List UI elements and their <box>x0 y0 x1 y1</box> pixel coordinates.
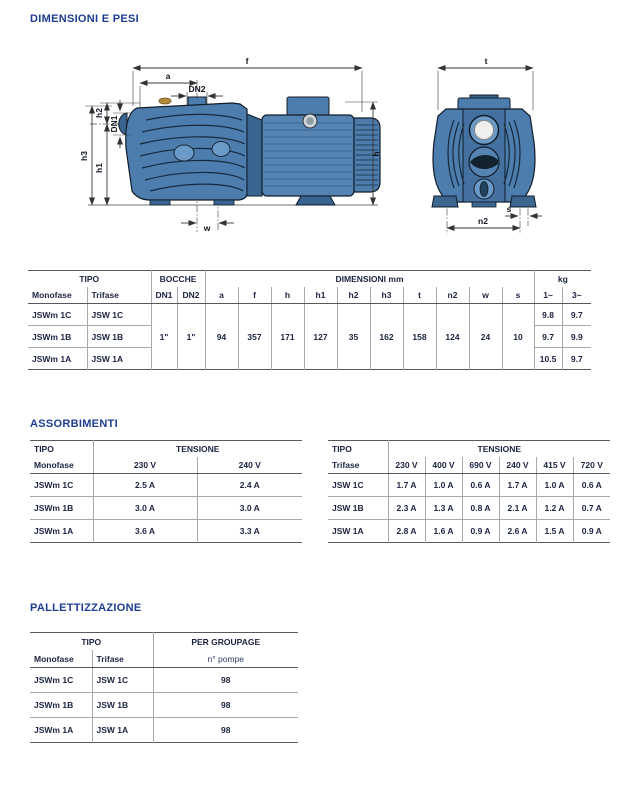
group-header-bocche: BOCCHE <box>151 271 205 288</box>
col-header-voltage: 240 V <box>499 457 536 474</box>
cell-current: 3.0 A <box>197 497 302 520</box>
absorption-table-trifase <box>328 440 610 543</box>
table-row <box>30 520 302 543</box>
dim-label-dn1: DN1 <box>109 115 119 133</box>
col-header-voltage: 720 V <box>573 457 610 474</box>
table-row <box>328 520 610 543</box>
col-header-trifase: Trifase <box>87 287 151 304</box>
cell-h3: 162 <box>370 304 403 370</box>
cell-current: 3.3 A <box>197 520 302 543</box>
table-row <box>30 693 298 718</box>
cell-monofase: JSWm 1C <box>30 668 92 693</box>
bottom-stub <box>472 202 496 207</box>
cell-trifase: JSW 1A <box>92 718 153 743</box>
table-row <box>30 497 302 520</box>
cell-trifase: JSW 1C <box>87 304 151 326</box>
dim-label-w: w <box>203 223 211 233</box>
cell-current: 0.6 A <box>462 474 499 497</box>
group-header-tensione: TENSIONE <box>388 441 610 458</box>
section-title-pallettizzazione: PALLETTIZZAZIONE <box>30 602 142 614</box>
dim-label-s: s <box>506 204 512 214</box>
cell-h2: 35 <box>337 304 370 370</box>
cell-t: 158 <box>403 304 436 370</box>
cell-current: 1.0 A <box>536 474 573 497</box>
absorption-table-monofase <box>30 440 302 543</box>
cell-trifase: JSW 1B <box>92 693 153 718</box>
table-row <box>328 474 610 497</box>
cell-trifase: JSW 1A <box>87 348 151 370</box>
pump-foot <box>214 200 234 205</box>
cell-monofase: JSWm 1C <box>28 304 87 326</box>
col-header-monofase: Monofase <box>30 650 92 668</box>
front-port-opening <box>475 121 494 140</box>
cell-kg3: 9.9 <box>562 326 591 348</box>
pump-boss <box>174 145 194 161</box>
group-header-tensione: TENSIONE <box>93 441 302 458</box>
cell-kg1: 9.7 <box>534 326 562 348</box>
pump-side-view <box>79 56 381 233</box>
cell-quantity: 98 <box>153 693 298 718</box>
motor-bracket <box>247 114 262 196</box>
terminal-box <box>287 97 329 115</box>
cell-current: 0.8 A <box>462 497 499 520</box>
pump-foot <box>150 200 170 205</box>
col-header-monofase: Monofase <box>28 287 87 304</box>
cell-current: 1.7 A <box>499 474 536 497</box>
group-header-dimensioni: DIMENSIONI mm <box>205 271 534 288</box>
col-header-h3: h3 <box>370 287 403 304</box>
filler-plug <box>159 98 171 104</box>
cell-monofase: JSWm 1B <box>28 326 87 348</box>
cell-current: 2.1 A <box>499 497 536 520</box>
cell-current: 2.5 A <box>93 474 197 497</box>
cell-f: 357 <box>238 304 271 370</box>
cell-current: 3.0 A <box>93 497 197 520</box>
palletization-table <box>30 632 298 743</box>
dim-label-n2: n2 <box>478 216 488 226</box>
cell-monofase: JSWm 1A <box>32 353 72 364</box>
cell-h1: 127 <box>304 304 337 370</box>
cell-tipo: JSWm 1B <box>30 497 93 520</box>
cell-trifase: JSW 1C <box>92 668 153 693</box>
cell-monofase: JSWm 1B <box>30 693 92 718</box>
group-header-groupage: PER GROUPAGE <box>153 633 298 651</box>
table-row <box>30 718 298 743</box>
col-header-voltage: 690 V <box>462 457 499 474</box>
col-header-h1: h1 <box>304 287 337 304</box>
cable-gland-center <box>306 117 314 125</box>
cell-quantity: 98 <box>153 668 298 693</box>
pump-boss <box>212 142 230 157</box>
col-header-n2: n2 <box>436 287 469 304</box>
dim-label-dn2: DN2 <box>188 84 206 94</box>
col-header-voltage: 400 V <box>425 457 462 474</box>
cell-kg3: 9.7 <box>562 304 591 326</box>
section-title-dimensioni: DIMENSIONI E PESI <box>30 13 140 25</box>
col-header-voltage: 240 V <box>197 457 302 474</box>
motor-foot <box>296 196 335 205</box>
col-header-voltage: 230 V <box>93 457 197 474</box>
col-header-voltage: 230 V <box>388 457 425 474</box>
pump-front-view <box>432 56 542 234</box>
pump-handle <box>458 98 510 110</box>
cell-kg3: 9.7 <box>562 348 591 370</box>
cell-h: 171 <box>271 304 304 370</box>
cell-current: 0.9 A <box>573 520 610 543</box>
cell-current: 1.3 A <box>425 497 462 520</box>
cell-n2: 124 <box>436 304 469 370</box>
col-header-unit: n° pompe <box>153 650 298 668</box>
group-header-tipo: TIPO <box>81 636 102 647</box>
col-header-tipo: TIPO <box>332 444 352 454</box>
col-header-s: s <box>502 287 534 304</box>
cell-dn2: 1" <box>177 304 205 370</box>
cell-current: 1.6 A <box>425 520 462 543</box>
pump-dimension-diagram <box>0 50 618 250</box>
col-header-a: a <box>205 287 238 304</box>
dim-label-f: f <box>245 56 249 66</box>
col-header-voltage: 415 V <box>536 457 573 474</box>
group-header-kg: kg <box>534 271 591 288</box>
cell-kg1: 10.5 <box>534 348 562 370</box>
cell-current: 1.5 A <box>536 520 573 543</box>
cell-current: 2.6 A <box>499 520 536 543</box>
col-header-kg3: 3~ <box>562 287 591 304</box>
section-title-assorbimenti: ASSORBIMENTI <box>30 418 118 430</box>
dim-label-h3: h3 <box>79 151 89 161</box>
dim-label-h2: h2 <box>94 108 104 118</box>
col-header-h: h <box>271 287 304 304</box>
cell-monofase: JSWm 1A <box>34 725 74 735</box>
cell-current: 0.7 A <box>573 497 610 520</box>
col-header-dn2: DN2 <box>177 287 205 304</box>
cell-trifase: JSW 1B <box>87 326 151 348</box>
table-row <box>30 474 302 497</box>
cell-kg1: 9.8 <box>534 304 562 326</box>
col-header-f: f <box>238 287 271 304</box>
col-header-trifase: Trifase <box>328 457 388 474</box>
col-header-monofase: Monofase <box>30 457 93 474</box>
table-row <box>30 668 298 693</box>
cell-tipo: JSW 1C <box>328 474 388 497</box>
dim-label-h: h <box>371 151 381 157</box>
dim-label-t: t <box>484 56 488 66</box>
col-header-kg1: 1~ <box>534 287 562 304</box>
cell-current: 0.9 A <box>462 520 499 543</box>
cell-current: 3.6 A <box>93 520 197 543</box>
front-foot-left <box>432 196 458 207</box>
cell-tipo: JSW 1B <box>328 497 388 520</box>
col-header-tipo: TIPO <box>34 444 54 454</box>
dimensions-weights-table <box>28 270 591 370</box>
group-header-tipo: TIPO <box>79 274 100 284</box>
cell-s: 10 <box>502 304 534 370</box>
cell-current: 1.0 A <box>425 474 462 497</box>
col-header-h2: h2 <box>337 287 370 304</box>
table-row <box>328 497 610 520</box>
col-header-trifase: Trifase <box>92 650 153 668</box>
cell-tipo: JSW 1A <box>332 526 364 536</box>
cell-tipo: JSWm 1A <box>34 526 74 536</box>
drain-plug-slot <box>480 182 488 197</box>
cell-current: 2.4 A <box>197 474 302 497</box>
col-header-t: t <box>403 287 436 304</box>
cell-current: 2.3 A <box>388 497 425 520</box>
cell-dn1: 1" <box>151 304 177 370</box>
col-header-dn1: DN1 <box>151 287 177 304</box>
cell-quantity: 98 <box>153 718 298 743</box>
dim-label-h1: h1 <box>94 163 104 173</box>
front-foot-right <box>510 196 536 207</box>
cell-a: 94 <box>205 304 238 370</box>
dim-label-a: a <box>165 71 171 81</box>
table-row <box>28 304 591 326</box>
cell-current: 2.8 A <box>388 520 425 543</box>
cell-w: 24 <box>469 304 502 370</box>
cell-current: 1.7 A <box>388 474 425 497</box>
cell-tipo: JSWm 1C <box>30 474 93 497</box>
col-header-w: w <box>469 287 502 304</box>
cell-current: 1.2 A <box>536 497 573 520</box>
cell-current: 0.6 A <box>573 474 610 497</box>
